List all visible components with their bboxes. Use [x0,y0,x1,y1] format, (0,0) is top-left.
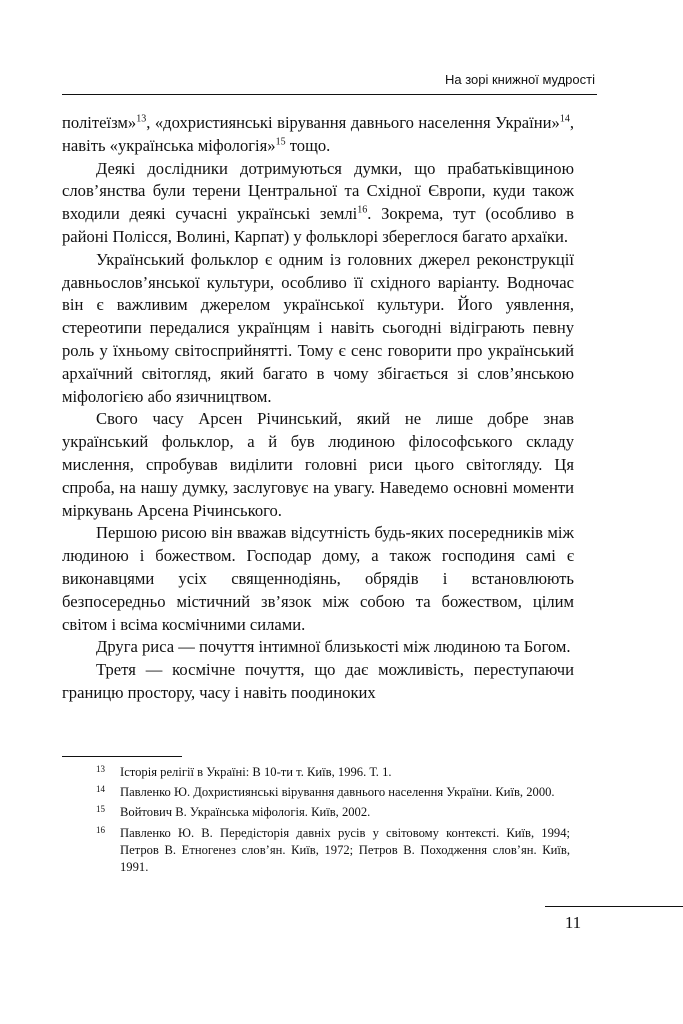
paragraph-2 [62,158,574,249]
footnote-ref-16[interactable]: 16 [357,204,368,216]
footnote-number: 15 [96,804,105,815]
footnotes [96,764,570,879]
footnote-text: Войтович В. Українська міфологія. Київ, 2002. [120,805,371,820]
paragraph-1-text-b: , «дохристиянські вірування давнього населення України» [146,113,560,132]
footnote-text: Історія релігії в Україні: В 10-ти т. Київ, 1996. Т. 1. [120,765,392,779]
paragraph-1-text-d: тощо. [285,135,331,155]
footnote-16 [96,825,570,877]
paragraph-1-text-c: , навіть «українська міфологія» [62,113,574,155]
paragraph-2-text-b: . Зокрема, тут (особливо в районі Полісся, Волині, Карпат) у фольклорі збереглося багато архаїки. [62,204,575,246]
footnote-13 [96,764,570,781]
paragraph-6: Друга риса — почуття інтимної близькості між людиною та Богом. [96,637,571,657]
footnote-text: Павленко Ю. В. Передісторія давніх русів у світовому контексті. Київ, 1994; Петров В. Етногенез слов’ян. Київ, 1972; Петров В. Походження слов’ян. Київ, 1991. [120,825,570,875]
footnote-ref-14[interactable]: 14 [559,113,570,125]
footnote-ref-13[interactable]: 13 [136,113,147,125]
footnote-number: 14 [96,784,105,795]
paragraph-4: Свого часу Арсен Річинський, який не лише добре знав український фольклор, а й був людиною філософського складу мислення, спробував виділити головні риси цього світогляду. Ця спроба, на нашу думку, заслуговує на увагу. Наведемо основні моменти міркувань Арсена Річинського. [62,409,574,520]
footnote-ref-15[interactable]: 15 [275,136,286,148]
paragraph-7: Третя — космічне почуття, що дає можливість, переступаючи границю простору, часу і навіть поодиноких [62,660,574,702]
body-text [62,112,574,705]
running-header: На зорі книжної мудрості [444,72,595,87]
paragraph-2-text-a: Деякі дослідники дотримуються думки, що прабатьківщиною слов’янства були терени Центральної та Східної Європи, куди також входили деякі сучасні українські землі [62,158,574,224]
footnote-separator [62,756,182,757]
paragraph-5: Першою рисою він вважав відсутність будь-яких посередників між людиною і божеством. Господар дому, а також господиня самі є виконавцями усіх священнодіянь, обрядів і встановлюють безпосередньо містичний зв’язок між собою та божеством, цілим світом і всіма космічними силами. [62,523,574,634]
page-number-rule [545,906,683,907]
footnote-text: Павленко Ю. Дохристиянські вірування давнього населення України. Київ, 2000. [120,785,555,800]
paragraph-1 [62,112,574,158]
footnote-14 [96,784,570,801]
paragraph-1-text-a: політеїзм» [62,113,137,132]
footnote-number: 13 [96,764,105,774]
page-number: 11 [564,913,582,932]
header-rule [62,94,597,95]
paragraph-3: Український фольклор є одним із головних джерел реконструкції давньослов’янської культури, особливо її східного варіанту. Водночас він є важливим джерелом української культури. Його уявлення, стереотипи передалися українцям і навіть сьогодні відіграють певну роль у їхньому світосприйнятті. Тому є сенс говорити про український архаїчний світогляд, який багато в чому збігається зі слов’янською міфологією або язичництвом. [62,249,574,406]
footnote-15 [96,804,570,821]
footnote-number: 16 [96,824,105,835]
